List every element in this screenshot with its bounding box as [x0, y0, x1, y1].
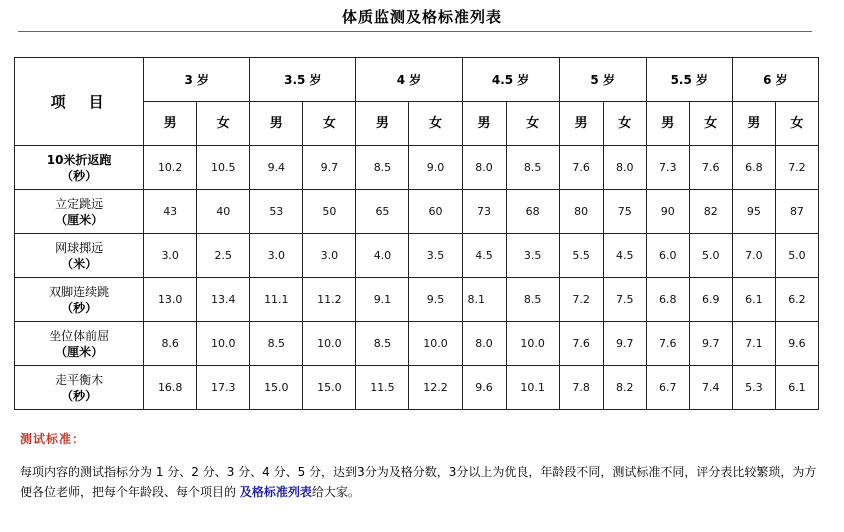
value-cell: 15.0: [250, 366, 303, 410]
item-cell: [15, 190, 144, 234]
value-cell: 7.1: [732, 322, 775, 366]
value-cell: 6.8: [646, 278, 689, 322]
item-name: 立定跳远: [55, 196, 104, 211]
value-cell: 3.5: [506, 234, 559, 278]
sex-header-female: 女: [409, 102, 462, 146]
value-cell: 6.0: [646, 234, 689, 278]
item-cell: [15, 322, 144, 366]
standards-table: [14, 57, 819, 410]
item-name: 双脚连续跳: [49, 284, 110, 299]
age-header: 5.5 岁: [646, 58, 732, 102]
value-cell: 3.0: [303, 234, 356, 278]
value-cell: 10.5: [197, 146, 250, 190]
value-cell: 8.0: [462, 322, 506, 366]
value-cell: 2.5: [197, 234, 250, 278]
item-unit: （秒）: [61, 168, 98, 183]
value-cell: 5.0: [689, 234, 732, 278]
value-cell: 12.2: [409, 366, 462, 410]
table-row: [15, 278, 819, 322]
sex-header-male: 男: [144, 102, 197, 146]
value-cell: 4.5: [462, 234, 506, 278]
value-cell: 8.5: [356, 146, 409, 190]
value-cell: 7.6: [559, 146, 603, 190]
item-unit: （米）: [61, 256, 98, 271]
value-cell: 9.0: [409, 146, 462, 190]
value-cell: 68: [506, 190, 559, 234]
value-cell: 8.1: [462, 278, 506, 322]
value-cell: 10.0: [303, 322, 356, 366]
value-cell: 6.9: [689, 278, 732, 322]
value-cell: 80: [559, 190, 603, 234]
age-header: 4 岁: [356, 58, 462, 102]
value-cell: 8.0: [462, 146, 506, 190]
value-cell: 10.0: [409, 322, 462, 366]
value-cell: 9.6: [775, 322, 818, 366]
item-header: 项 目: [15, 58, 144, 146]
value-cell: 7.8: [559, 366, 603, 410]
sex-header-female: 女: [303, 102, 356, 146]
value-cell: 16.8: [144, 366, 197, 410]
value-cell: 8.5: [506, 278, 559, 322]
value-cell: 7.0: [732, 234, 775, 278]
value-cell: 13.4: [197, 278, 250, 322]
value-cell: 8.5: [250, 322, 303, 366]
value-cell: 10.2: [144, 146, 197, 190]
description-paragraph: [20, 462, 820, 502]
title-divider: [18, 31, 812, 32]
value-cell: 73: [462, 190, 506, 234]
value-cell: 8.5: [506, 146, 559, 190]
value-cell: 11.1: [250, 278, 303, 322]
sex-header-male: 男: [646, 102, 689, 146]
value-cell: 7.4: [689, 366, 732, 410]
value-cell: 9.7: [603, 322, 646, 366]
item-name: 坐位体前屈: [49, 328, 110, 343]
sex-header-male: 男: [356, 102, 409, 146]
value-cell: 6.2: [775, 278, 818, 322]
value-cell: 9.5: [409, 278, 462, 322]
sex-header-female: 女: [775, 102, 818, 146]
item-name: 网球掷远: [55, 240, 104, 255]
value-cell: 7.2: [775, 146, 818, 190]
item-cell: [15, 278, 144, 322]
item-cell: [15, 234, 144, 278]
value-cell: 9.6: [462, 366, 506, 410]
value-cell: 15.0: [303, 366, 356, 410]
item-unit: （秒）: [61, 300, 98, 315]
description-text: 每项内容的测试指标分为 1 分、2 分、3 分、4 分、5 分，达到3分为及格分数，3分以上为优良，年龄段不同，测试标准不同，评分表比较繁琐，为方便各位老师，把每个年龄段、每个项目的: [20, 465, 817, 499]
item-unit: （厘米）: [55, 212, 104, 227]
item-cell: [15, 366, 144, 410]
value-cell: 43: [144, 190, 197, 234]
value-cell: 6.8: [732, 146, 775, 190]
sex-header-male: 男: [732, 102, 775, 146]
value-cell: 40: [197, 190, 250, 234]
item-unit: （秒）: [61, 388, 98, 403]
value-cell: 7.3: [646, 146, 689, 190]
sex-header-male: 男: [250, 102, 303, 146]
age-header: 6 岁: [732, 58, 818, 102]
value-cell: 8.2: [603, 366, 646, 410]
value-cell: 7.6: [559, 322, 603, 366]
table-row: [15, 146, 819, 190]
value-cell: 11.2: [303, 278, 356, 322]
value-cell: 17.3: [197, 366, 250, 410]
value-cell: 10.0: [506, 322, 559, 366]
item-name: 走平衡木: [55, 372, 104, 387]
age-header: 5 岁: [559, 58, 646, 102]
standard-label: 测试标准：: [20, 432, 86, 446]
sex-header-male: 男: [559, 102, 603, 146]
value-cell: 5.0: [775, 234, 818, 278]
sex-header-male: 男: [462, 102, 506, 146]
table-row: [15, 366, 819, 410]
value-cell: 60: [409, 190, 462, 234]
value-cell: 9.4: [250, 146, 303, 190]
value-cell: 82: [689, 190, 732, 234]
sex-header-female: 女: [197, 102, 250, 146]
value-cell: 10.0: [197, 322, 250, 366]
item-name: 10米折返跑: [46, 152, 112, 167]
table-body: [15, 146, 819, 410]
table-row: [15, 190, 819, 234]
value-cell: 75: [603, 190, 646, 234]
value-cell: 10.1: [506, 366, 559, 410]
item-cell: [15, 146, 144, 190]
value-cell: 53: [250, 190, 303, 234]
value-cell: 9.1: [356, 278, 409, 322]
standards-list-link[interactable]: 及格标准列表: [239, 485, 312, 499]
value-cell: 7.2: [559, 278, 603, 322]
age-header: 3.5 岁: [250, 58, 356, 102]
value-cell: 7.6: [646, 322, 689, 366]
value-cell: 3.0: [144, 234, 197, 278]
value-cell: 8.5: [356, 322, 409, 366]
value-cell: 11.5: [356, 366, 409, 410]
value-cell: 6.1: [775, 366, 818, 410]
value-cell: 50: [303, 190, 356, 234]
value-cell: 13.0: [144, 278, 197, 322]
table-row: [15, 322, 819, 366]
value-cell: 5.5: [559, 234, 603, 278]
value-cell: 65: [356, 190, 409, 234]
value-cell: 90: [646, 190, 689, 234]
value-cell: 6.7: [646, 366, 689, 410]
value-cell: 95: [732, 190, 775, 234]
value-cell: 8.0: [603, 146, 646, 190]
value-cell: 4.0: [356, 234, 409, 278]
value-cell: 87: [775, 190, 818, 234]
description-text-end: 给大家。: [311, 485, 360, 499]
value-cell: 7.6: [689, 146, 732, 190]
age-header: 3 岁: [144, 58, 250, 102]
value-cell: 6.1: [732, 278, 775, 322]
sex-header-female: 女: [603, 102, 646, 146]
item-unit: （厘米）: [55, 344, 104, 359]
value-cell: 7.5: [603, 278, 646, 322]
value-cell: 3.0: [250, 234, 303, 278]
table-row: [15, 234, 819, 278]
value-cell: 5.3: [732, 366, 775, 410]
value-cell: 9.7: [303, 146, 356, 190]
value-cell: 8.6: [144, 322, 197, 366]
value-cell: 3.5: [409, 234, 462, 278]
sex-header-female: 女: [506, 102, 559, 146]
page-title: 体质监测及格标准列表: [341, 8, 502, 26]
value-cell: 9.7: [689, 322, 732, 366]
sex-header-female: 女: [689, 102, 732, 146]
value-cell: 4.5: [603, 234, 646, 278]
age-header: 4.5 岁: [462, 58, 559, 102]
age-header-row: [15, 58, 819, 102]
